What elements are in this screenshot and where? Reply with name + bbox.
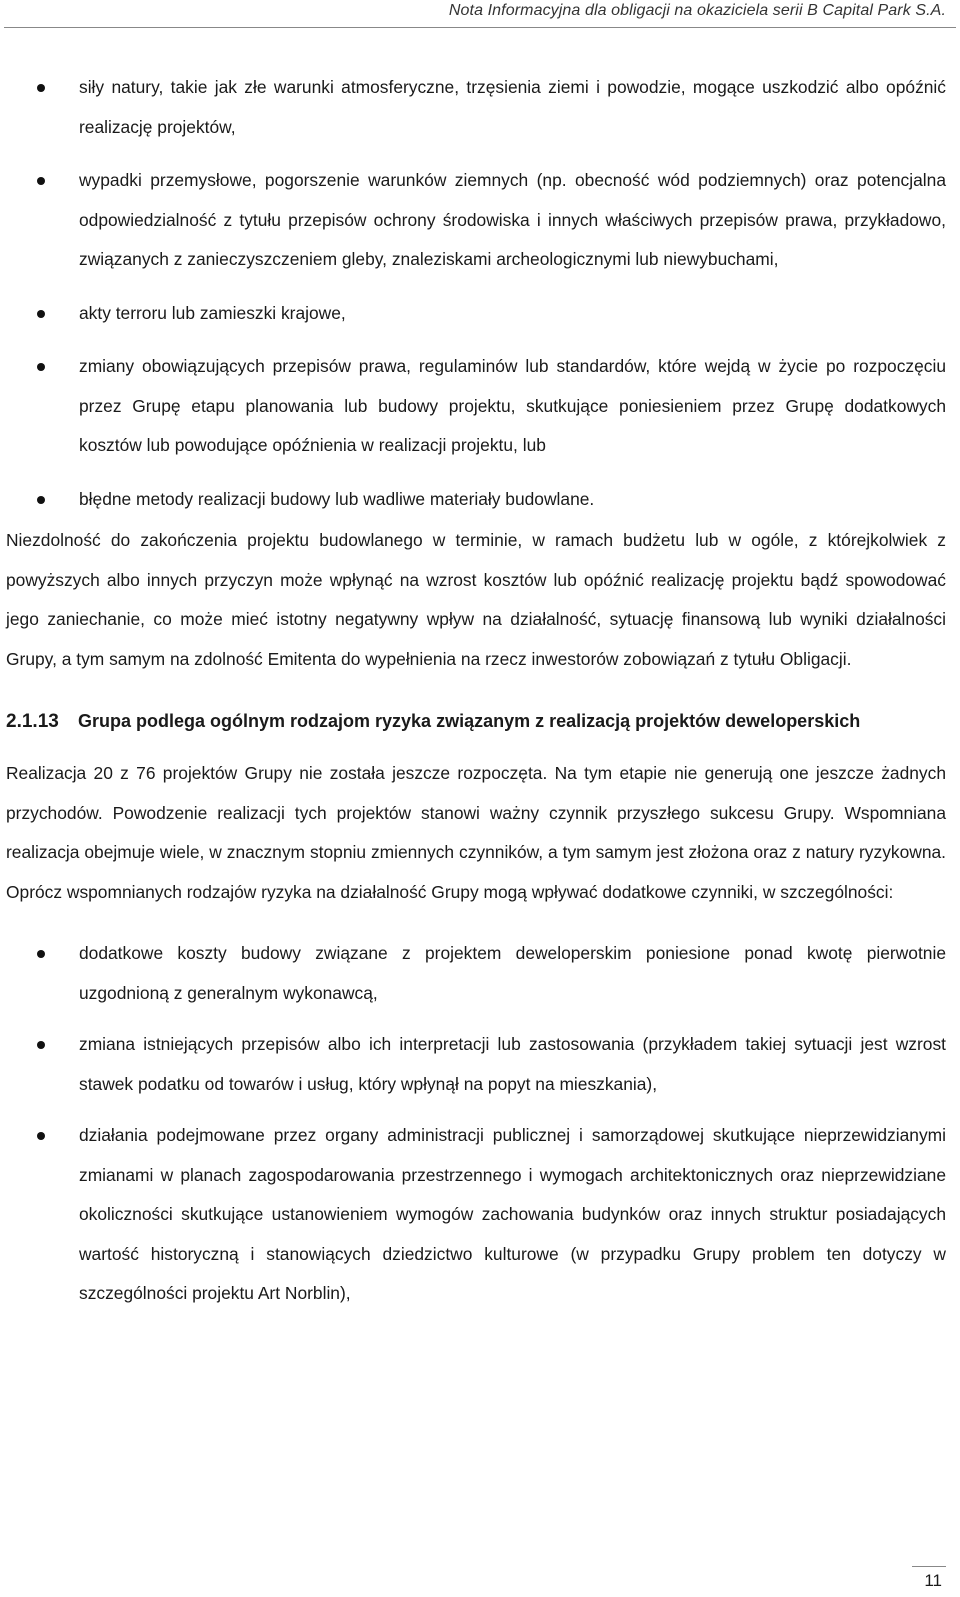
- document-body: [6, 68, 946, 1326]
- list-item: zmiany obowiązujących przepisów prawa, regulaminów lub standardów, które wejdą w życie po rozpoczęciu przez Grupę etapu planowania lub budowy projektu, skutkujące poniesieniem przez Grupę dodatkowych kosztów lub powodujące opóźnienia w realizacji projektu, lub: [6, 347, 946, 466]
- section-heading: [6, 701, 946, 742]
- paragraph: Realizacja 20 z 76 projektów Grupy nie została jeszcze rozpoczęta. Na tym etapie nie generują one jeszcze żadnych przychodów. Powodzenie realizacji tych projektów stanowi ważny czynnik przyszłego sukcesu Grupy. Wspomniana realizacja obejmuje wiele, w znacznym stopniu zmiennych czynników, a tym samym jest złożona oraz z natury ryzykowna. Oprócz wspomnianych rodzajów ryzyka na działalność Grupy mogą wpływać dodatkowe czynniki, w szczególności:: [6, 763, 946, 902]
- section-title: Grupa podlega ogólnym rodzajom ryzyka związanym z realizacją projektów deweloperskich: [78, 711, 861, 731]
- running-header: Nota Informacyjna dla obligacji na okaziciela serii B Capital Park S.A.: [448, 2, 946, 19]
- bullet-list-risks: [6, 68, 946, 519]
- bullet-list-factors: [6, 934, 946, 1314]
- list-item: działania podejmowane przez organy administracji publicznej i samorządowej skutkujące nieprzewidzianymi zmianami w planach zagospodarowania przestrzennego i wymogach architektonicznych oraz nieprzewidziane okoliczności skutkujące ustanowieniem wymogów zachowania budynków oraz innych struktur posiadających wartość historyczną i stanowiących dziedzictwo kulturowe (w przypadku Grupy problem ten dotyczy w szczególności projektu Art Norblin),: [6, 1116, 946, 1314]
- list-item: siły natury, takie jak złe warunki atmosferyczne, trzęsienia ziemi i powodzie, mogące uszkodzić albo opóźnić realizację projektów,: [6, 68, 946, 147]
- list-item: błędne metody realizacji budowy lub wadliwe materiały budowlane.: [6, 480, 946, 520]
- list-item: zmiana istniejących przepisów albo ich interpretacji lub zastosowania (przykładem takiej sytuacji jest wzrost stawek podatku od towarów i usług, który wpłynął na popyt na mieszkania),: [6, 1025, 946, 1104]
- section-number: 2.1.13: [6, 711, 59, 732]
- list-item: dodatkowe koszty budowy związane z projektem deweloperskim poniesione ponad kwotę pierwotnie uzgodnioną z generalnym wykonawcą,: [6, 934, 946, 1013]
- list-item: wypadki przemysłowe, pogorszenie warunków ziemnych (np. obecność wód podziemnych) oraz potencjalna odpowiedzialność z tytułu przepisów ochrony środowiska i innych właściwych przepisów prawa, przykładowo, związanych z zanieczyszczeniem gleby, znaleziskami archeologicznymi lub niewybuchami,: [6, 161, 946, 280]
- footer-divider: [912, 1566, 946, 1567]
- paragraph: Niezdolność do zakończenia projektu budowlanego w terminie, w ramach budżetu lub w ogóle, z którejkolwiek z powyższych albo innych przyczyn może wpłynąć na wzrost kosztów lub opóźnić realizację projektu bądź spowodować jego zaniechanie, co może mieć istotny negatywny wpływ na działalność, sytuację finansową lub wyniki działalności Grupy, a tym samym na zdolność Emitenta do wypełnienia na rzecz inwestorów zobowiązań z tytułu Obligacji.: [6, 530, 946, 669]
- header-divider: [4, 27, 956, 28]
- page-number: 11: [924, 1571, 942, 1590]
- list-item: akty terroru lub zamieszki krajowe,: [6, 294, 946, 334]
